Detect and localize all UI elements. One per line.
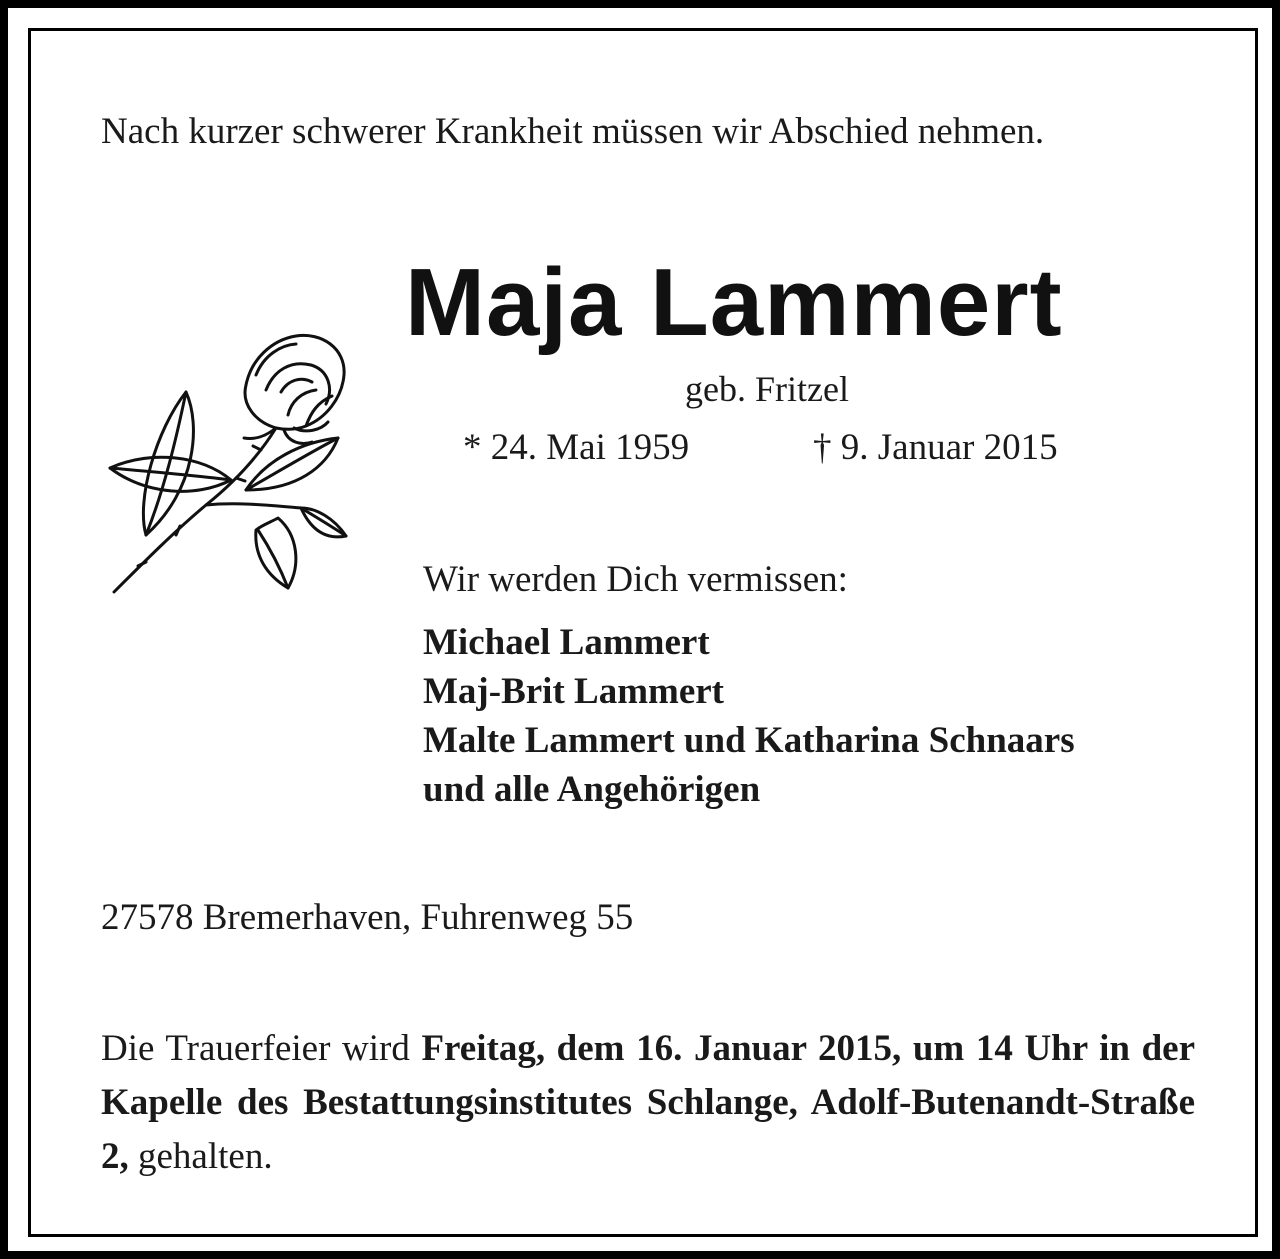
ceremony-lead: Die Trauerfeier wird bbox=[101, 1028, 422, 1069]
miss-line: Wir werden Dich vermissen: bbox=[423, 559, 848, 600]
birth-date: * 24. Mai 1959 bbox=[463, 427, 690, 468]
mourner-name: Michael Lammert bbox=[423, 622, 710, 663]
ceremony-tail: gehalten. bbox=[128, 1136, 273, 1177]
mourners-list bbox=[423, 618, 1075, 814]
ceremony-text bbox=[101, 1022, 1195, 1184]
mourner-name: Malte Lammert und Katharina Schnaars bbox=[423, 720, 1075, 761]
mourner-name: Maj-Brit Lammert bbox=[423, 671, 725, 712]
address: 27578 Bremerhaven, Fuhrenweg 55 bbox=[101, 897, 634, 938]
maiden-name: geb. Fritzel bbox=[685, 369, 849, 409]
mourner-name: und alle Angehörigen bbox=[423, 769, 761, 810]
ceremony-details: Freitag, dem 16. Januar 2015, um 14 Uhr in der Kapelle des Bestattungsinstitutes Schlange, Adolf-Butenandt-Straße 2, bbox=[101, 1028, 1195, 1177]
deceased-name: Maja Lammert bbox=[405, 249, 1063, 356]
intro-line: Nach kurzer schwerer Krankheit müssen wir Abschied nehmen. bbox=[101, 111, 1045, 152]
death-date: † 9. Januar 2015 bbox=[813, 427, 1058, 468]
rose-icon bbox=[106, 330, 352, 596]
